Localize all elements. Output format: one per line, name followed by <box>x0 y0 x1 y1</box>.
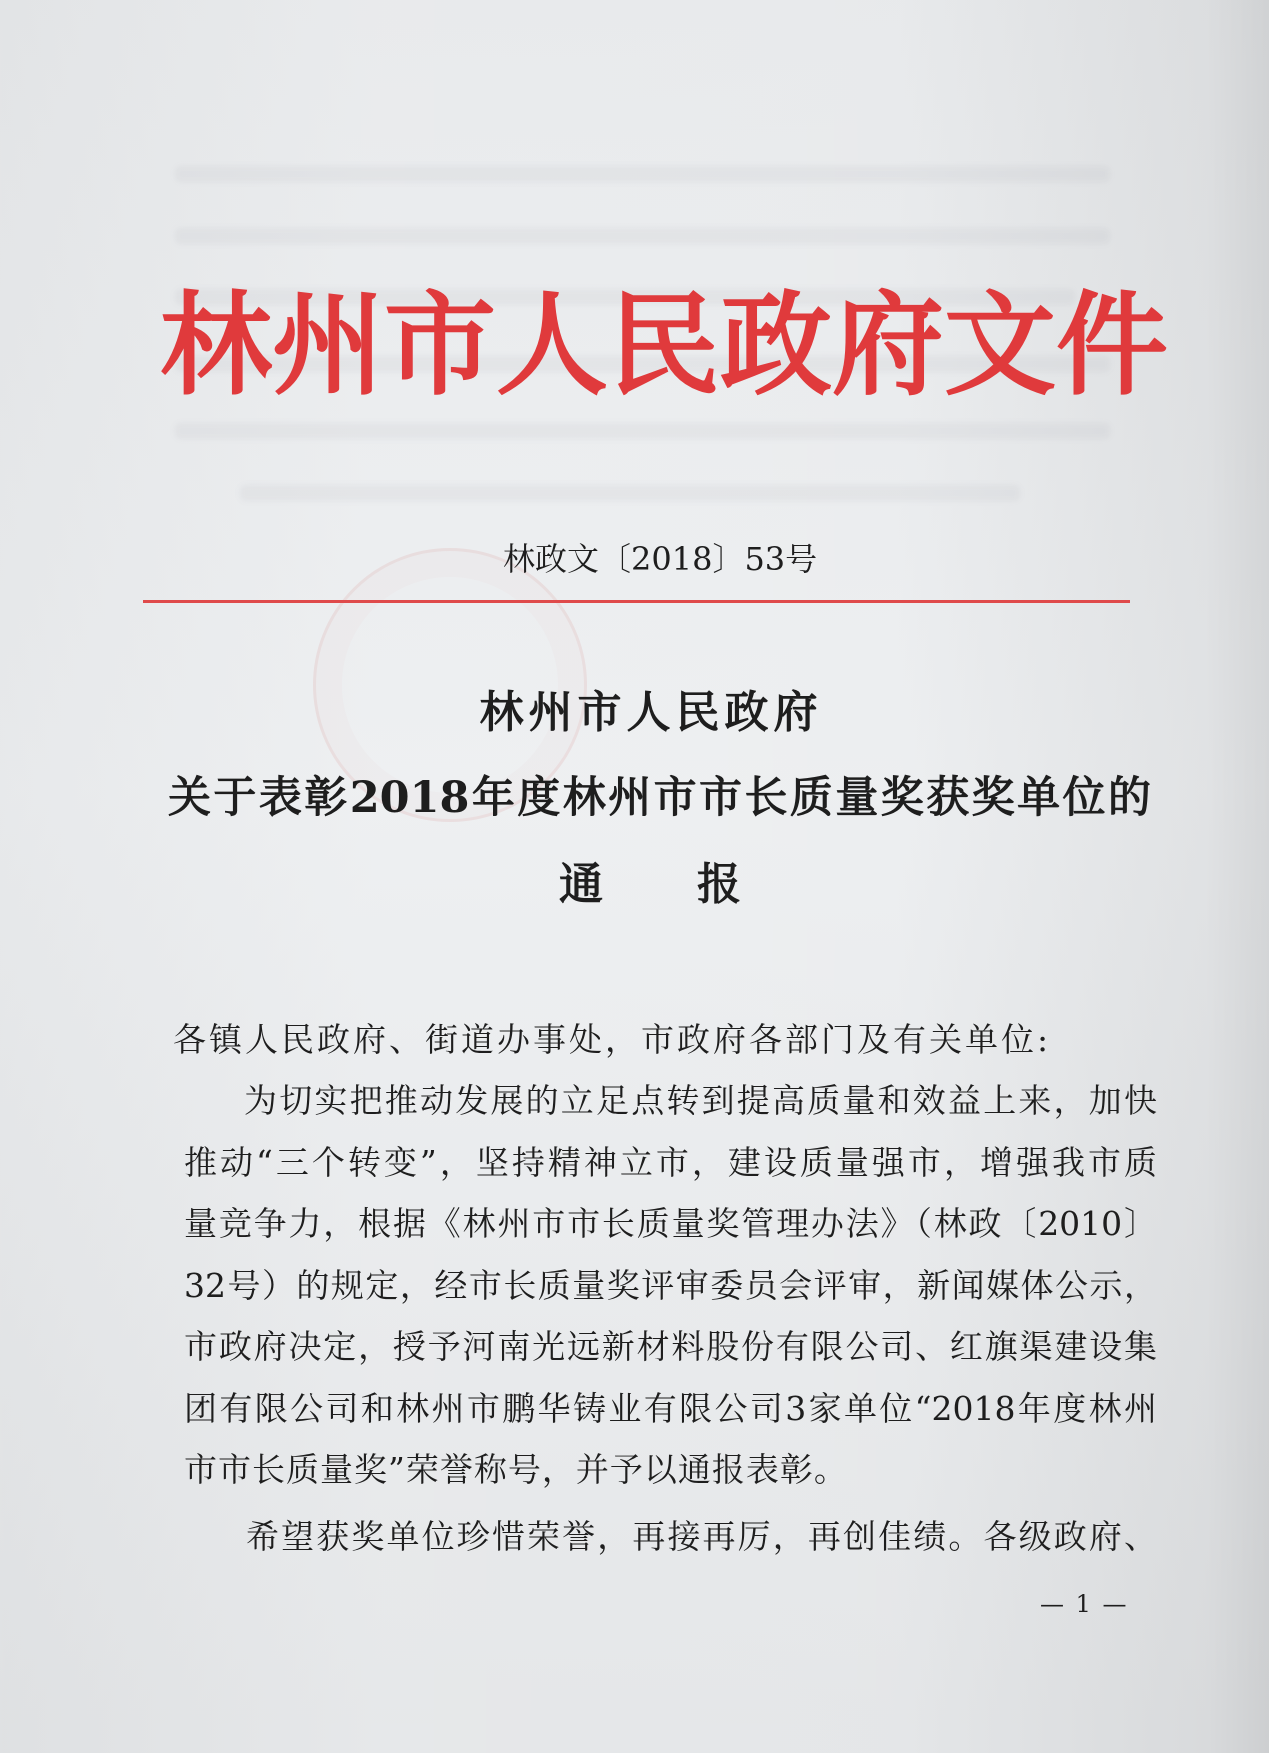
notice-title-line-2: 关于表彰2018年度林州市市长质量奖获奖单位的 <box>168 773 1151 823</box>
bleed-through-smudge <box>175 166 1110 182</box>
page-number: — 1 — <box>1040 1590 1129 1618</box>
bleed-through-smudge <box>175 228 1110 244</box>
paragraph-line: 为切实把推动发展的立足点转到提高质量和效益上来，加快 <box>244 1081 1157 1120</box>
paragraph-line: 量竞争力，根据《林州市市长质量奖管理办法》（林政〔2010〕 <box>184 1204 1157 1243</box>
salutation: 各镇人民政府、街道办事处，市政府各部门及有关单位: <box>173 1020 1052 1059</box>
masthead-title: 林州市人民政府文件 <box>160 280 1168 411</box>
document-number: 林政文〔2018〕53号 <box>503 540 818 578</box>
paragraph-line: 团有限公司和林州市鹏华铸业有限公司3家单位“2018年度林州 <box>184 1389 1157 1428</box>
notice-title-line-1: 林州市人民政府 <box>479 687 823 738</box>
paragraph-line: 推动“三个转变”，坚持精神立市，建设质量强市，增强我市质 <box>184 1143 1157 1182</box>
bleed-through-smudge <box>175 423 1110 439</box>
paragraph-line: 市政府决定，授予河南光远新材料股份有限公司、红旗渠建设集 <box>184 1327 1157 1366</box>
bleed-through-smudge <box>240 485 1020 501</box>
paragraph-line: 32号）的规定，经市长质量奖评审委员会评审，新闻媒体公示， <box>184 1266 1157 1305</box>
header-rule <box>143 600 1130 603</box>
paragraph-line: 希望获奖单位珍惜荣誉，再接再厉，再创佳绩。各级政府、 <box>246 1517 1157 1556</box>
paragraph-line: 市市长质量奖”荣誉称号，并予以通报表彰。 <box>184 1450 848 1489</box>
notice-title-line-3: 通 报 <box>559 859 743 910</box>
